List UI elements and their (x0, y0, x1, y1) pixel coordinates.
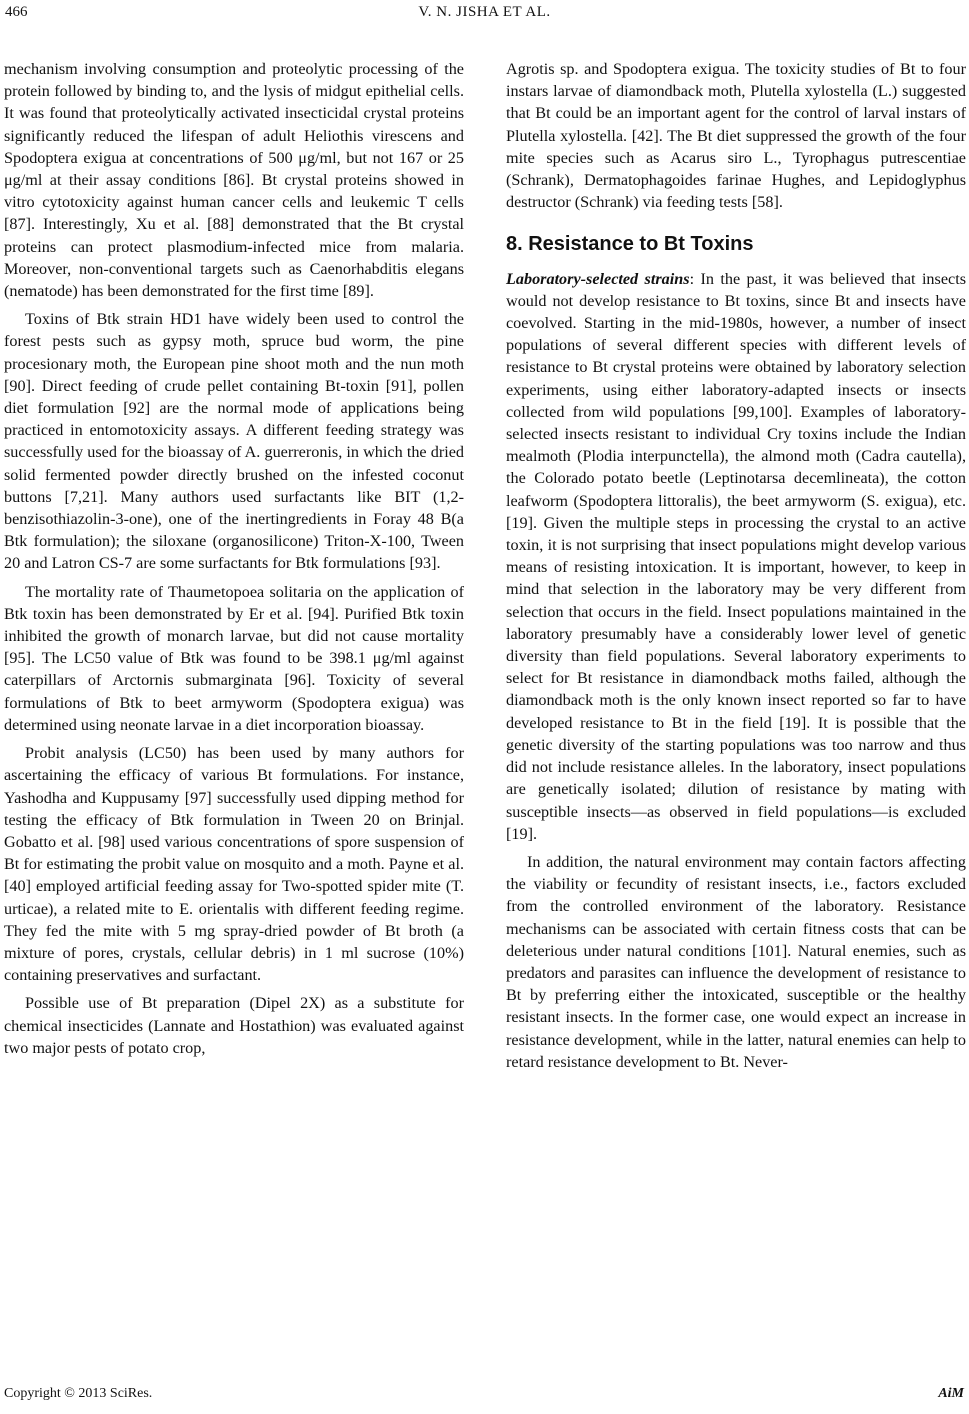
left-paragraph-1: mechanism involving consumption and proteolytic processing of the protein followed by binding to, and the lysis of midgut epithelial cells. It was found that proteolytically activated insecticidal crystal proteins significantly reduced the lifespan of adult Heliothis virescens and Spodoptera exigua at concentrations of 500 μg/ml, but not 167 or 25 μg/ml at their assay conditions [86]. Bt crystal proteins showed in vitro cytotoxicity against human cancer cells and leukemic T cells [87]. Interestingly, Xu et al. [88] demonstrated that the Bt crystal proteins can protect plasmodium-infected mice from malaria. Moreover, non-conventional targets such as Caenorhabditis elegans (nematode) has been demonstrated for the first time [89]. (4, 60, 464, 301)
page-footer (0, 1382, 969, 1406)
right-paragraph-3: In addition, the natural environment may contain factors affecting the viability or fecundity of resistant insects, i.e., factors excluded from the controlled environment of the laboratory. Resistance mechanisms can be associated with certain fitness costs that can be deleterious under natural conditions [101]. Natural enemies, such as predators and parasites can influence the development of resistance to Bt by preferring either the intoxicated, susceptible or the healthy resistant insects. In the former case, one would expect an increase in resistance development, while in the latter, natural enemies can help to retard resistance development to Bt. Never- (506, 852, 966, 1071)
right-paragraph-1: Agrotis sp. and Spodoptera exigua. The toxicity studies of Bt to four instars larvae of diamondback moth, Plutella xylostella (L.) suggested that Bt could be an important agent for the control of larval instars of Plutella xylostella. [42]. The Bt diet suppressed the growth of the four mite species such as Acarus siro L., Tyrophagus putrescentiae (Schrank), Dermatophagoides farinae Hughes, and Lepidoglyphus destructor (Schrank) via feeding tests [58]. (506, 60, 966, 212)
page-number: 466 (5, 4, 28, 20)
left-paragraph-5: Possible use of Bt preparation (Dipel 2X) as a substitute for chemical insecticides (Lannate and Hostathion) was evaluated against two major pests of potato crop, (4, 994, 464, 1057)
section-heading: 8. Resistance to Bt Toxins (506, 233, 754, 256)
right-paragraph-2 (506, 268, 966, 845)
running-head: V. N. JISHA ET AL. (418, 4, 551, 20)
copyright-notice: Copyright © 2013 SciRes. (4, 1386, 153, 1401)
page-header (0, 0, 969, 22)
left-paragraph-3: The mortality rate of Thaumetopoea solitaria on the application of Btk toxin has been demonstrated by Er et al. [94]. Purified Btk toxin inhibited the growth of monarch larvae, but did not cause mortality [95]. The LC50 value of Btk was found to be 398.1 μg/ml against caterpillars of Arctornis submarginata [96]. Toxicity of several formulations of Btk to beet armyworm (Spodoptera exigua) was determined using neonate larvae in a diet incorporation bioassay. (4, 582, 464, 734)
left-paragraph-2: Toxins of Btk strain HD1 have widely been used to control the forest pests such as gypsy moth, spruce bud worm, the pine procesionary moth, the European pine shoot moth and the nun moth [90]. Direct feeding of crude pellet containing Bt-toxin [91], pollen diet formulation [92] are the normal mode of applications being practiced in entomotoxicity assays. A different feeding strategy was successfully used for the bioassay of A. guerreronis, in which the dried solid fermented powder directly brushed on the infested coconut buttons [7,21]. Many authors used surfactants like BIT (1,2-benzisothiazolin-3-one), one of the inertingredients in Foray 48 B(a Btk formulation); the siloxane (organosilicone) Triton-X-100, Tween 20 and Latron CS-7 are some surfactants for Btk formulations [93]. (4, 310, 464, 573)
right-column (506, 58, 966, 1079)
paragraph-lead-in: Laboratory-selected strains (506, 269, 690, 288)
left-paragraph-4: Probit analysis (LC50) has been used by many authors for ascertaining the efficacy of various Bt formulations. For instance, Yashodha and Kuppusamy [97] successfully used dipping method for testing the efficacy of Btk formulation in Tween 20 on Brinjal. Gobatto et al. [98] used various concentrations of spore suspension of Bt for estimating the probit value on mosquito and a moth. Payne et al. [40] employed artificial feeding assay for Two-spotted spider mite (T. urticae), a related mite to E. orientalis with different feeding regime. They fed the mite with 5 mg spray-dried powder of Bt broth (a mixture of pores, crystals, cellular debris) in 1 ml sucrose (10%) containing preservatives and surfactant. (4, 744, 464, 985)
journal-abbrev: AiM (938, 1386, 964, 1401)
right-paragraph-2-body: : In the past, it was believed that insects would not develop resistance to Bt toxins, since Bt and insects have coevolved. Starting in the mid-1980s, however, a number of insect populations of several different species with different levels of resistance to Bt crystal proteins were obtained by laboratory selection experiments, using either laboratory-adapted insects or insects collected from wild populations [99,100]. Examples of laboratory-selected insects resistant to individual Cry toxins include the Indian mealmoth (Plodia interpunctella), the almond moth (Cadra cautella), the Colorado potato beetle (Leptinotarsa decemlineata), the cotton leafworm (Spodoptera littoralis), the beet armyworm (S. exigua), etc. [19]. Given the multiple steps in processing the crystal to an active toxin, it is not surprising that insect populations might develop various means of resisting intoxication. It is important, however, to keep in mind that selection in the laboratory may be very different from selection that occurs in the field. Insect populations maintained in the laboratory presumably have a considerably lower level of genetic diversity than field populations. Several laboratory experiments to select for Bt resistance in diamondback moths failed, although the diamondback moth is the only known insect reported so far to have developed resistance to Bt in the field [19]. It is possible that the genetic diversity of the starting populations was too narrow and thus did not include resistance alleles. In the laboratory, insect populations are genetically isolated; dilution of resistance by mating with susceptible insects—as observed in field populations—is excluded [19]. (506, 269, 966, 843)
left-column (4, 58, 464, 1065)
